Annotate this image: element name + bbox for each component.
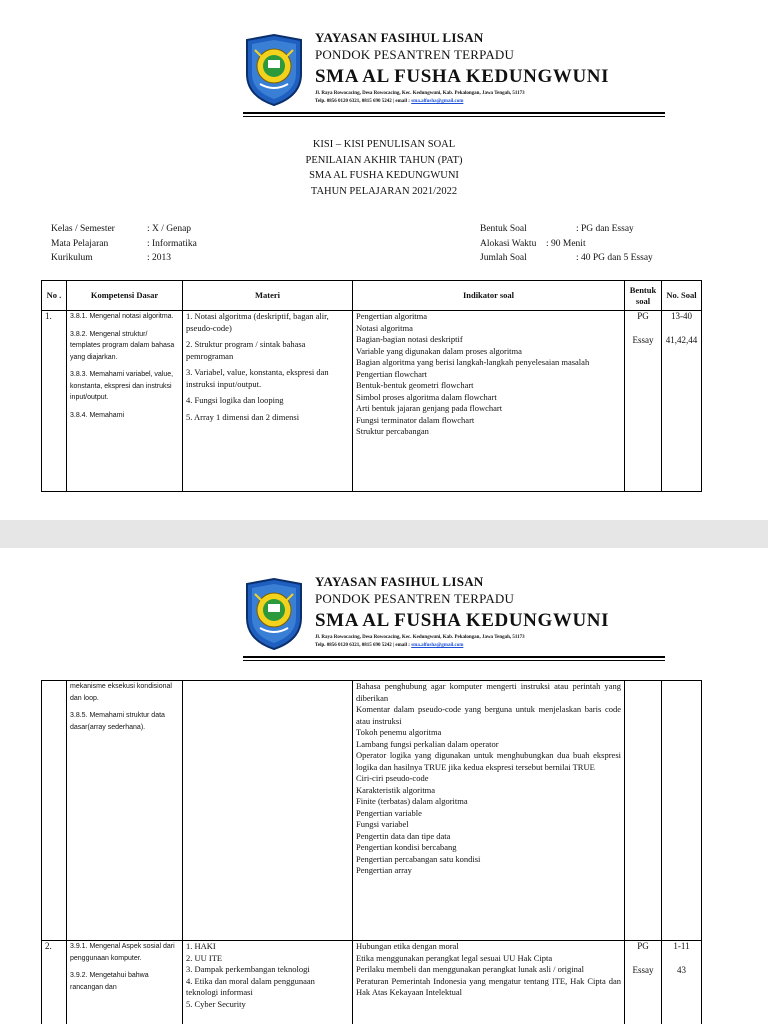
header-materi: Materi <box>183 281 353 311</box>
document-title: KISI – KISI PENULISAN SOAL PENILAIAN AKHIR TAHUN (PAT) SMA AL FUSHA KEDUNGWUNI TAHUN PELAJARAN 2021/2022 <box>305 139 463 197</box>
school-address: Jl. Raya Rowocacing, Desa Rowocacing, Kec. Kedungwuni, Kab. Pekalongan, Jawa Tengah, 51173 <box>315 635 525 640</box>
school-name: SMA AL FUSHA KEDUNGWUNI <box>315 610 610 631</box>
letterhead-rule-thin <box>243 116 665 117</box>
kisi-table <box>41 280 702 492</box>
foundation-name: YAYASAN FASIHUL LISAN <box>315 574 484 589</box>
school-logo-icon <box>243 578 305 650</box>
table-row: mekanisme eksekusi kondisional dan loop. 3.8.5. Memahami struktur data dasar(array sederhana). Bahasa penghubung agar komputer mengerti instruksi atau perintah yang diberikan Komentar dalam pseudo-code yang berguna untuk menjelaskan baris code atau instruksi Tokoh penemu algoritma Lambang fungsi perkalian dalam operator Operator logika yang digunakan untuk menghubungkan dua buah ekspresi logika dan hasilnya TRUE jika kedua ekspresi tersebut bernilai TRUE Ciri-ciri pseudo-code Karakteristik algoritma Finite (terbatas) dalam algoritma Pengertian variable Fungsi variabel Pengertin data dan tipe data Pengertian kondisi bercabang Pengertian percabangan satu kondisi Pengertian array <box>42 681 702 941</box>
email-link[interactable]: sma.alfusha@gmail.com <box>411 99 464 104</box>
foundation-name: YAYASAN FASIHUL LISAN <box>315 30 484 45</box>
letterhead-rule-thin <box>243 660 665 661</box>
header-indikator: Indikator soal <box>353 281 625 311</box>
school-logo-icon <box>243 34 305 106</box>
info-right: Bentuk Soal : PG dan Essay Alokasi Waktu : 90 Menit Jumlah Soal : 40 PG dan 5 Essay <box>480 224 653 263</box>
document-page-2 <box>0 548 768 1024</box>
pesantren-name: PONDOK PESANTREN TERPADU <box>315 591 515 606</box>
header-no-soal: No. Soal <box>662 281 702 311</box>
letterhead-rule <box>243 656 665 658</box>
school-contact: Telp. 0856 0120 6321, 0815 690 5242 | email : sma.alfusha@gmail.com <box>315 99 464 104</box>
letterhead <box>243 574 693 664</box>
letterhead <box>243 30 693 120</box>
info-left: Kelas / Semester : X / Genap Mata Pelajaran : Informatika Kurikulum : 2013 <box>51 224 197 263</box>
header-kompetensi-dasar: Kompetensi Dasar <box>67 281 183 311</box>
school-address: Jl. Raya Rowocacing, Desa Rowocacing, Kec. Kedungwuni, Kab. Pekalongan, Jawa Tengah, 51173 <box>315 91 525 96</box>
email-link[interactable]: sma.alfusha@gmail.com <box>411 643 464 648</box>
table-row: 2. 3.9.1. Mengenal Aspek sosial dari penggunaan komputer. 3.9.2. Mengetahui bahwa rancangan dan 1. HAKI 2. UU ITE 3. Dampak perkembangan teknologi 4. Etika dan moral dalam penggunaan teknologi informasi 5. Cyber Security Hubungan etika dengan moral Etika menggunakan perangkat legal sesuai UU Hak Cipta Perilaku membeli dan menggunakan perangkat lunak asli / original Peraturan Pemerintah Indonesia yang mengatur tentang ITE, Hak Cipta dan Hak Atas Kekayaan Intelektual PG Essay 1-11 43 <box>42 941 702 1024</box>
school-name: SMA AL FUSHA KEDUNGWUNI <box>315 66 610 87</box>
letterhead-rule <box>243 112 665 114</box>
table-row: 1. 3.8.1. Mengenal notasi algoritma. 3.8.2. Mengenal struktur/ templates program dalam bahasa yang diajarkan. 3.8.3. Memahami variabel, value, konstanta, ekspresi dan instruksi input/output. 3.8.4. Memahami 1. Notasi algoritma (deskriptif, bagan alir, pseudo-code) 2. Struktur program / sintak bahasa pemrograman 3. Variabel, value, konstanta, ekspresi dan instruksi input/output. 4. Fungsi logika dan looping 5. Array 1 dimensi dan 2 dimensi Pengertian algoritma Notasi algoritma Bagian-bagian notasi deskriptif Variable yang digunakan dalam proses algoritma Bagian algoritma yang berisi langkah-langkah penyelesaian masalah Pengertian flowchart Bentuk-bentuk geometri flowchart Simbol proses algoritma dalam flowchart Arti bentuk jajaran genjang pada flowchart Fungsi terminator dalam flowchart Struktur percabangan PG Essay 13-40 41,42,44 <box>42 311 702 492</box>
school-contact: Telp. 0856 0120 6321, 0815 690 5242 | email : sma.alfusha@gmail.com <box>315 643 464 648</box>
kisi-table-continued <box>41 680 702 1024</box>
pesantren-name: PONDOK PESANTREN TERPADU <box>315 47 515 62</box>
header-no: No . <box>42 281 67 311</box>
header-bentuk-soal: Bentuk soal <box>625 281 662 311</box>
